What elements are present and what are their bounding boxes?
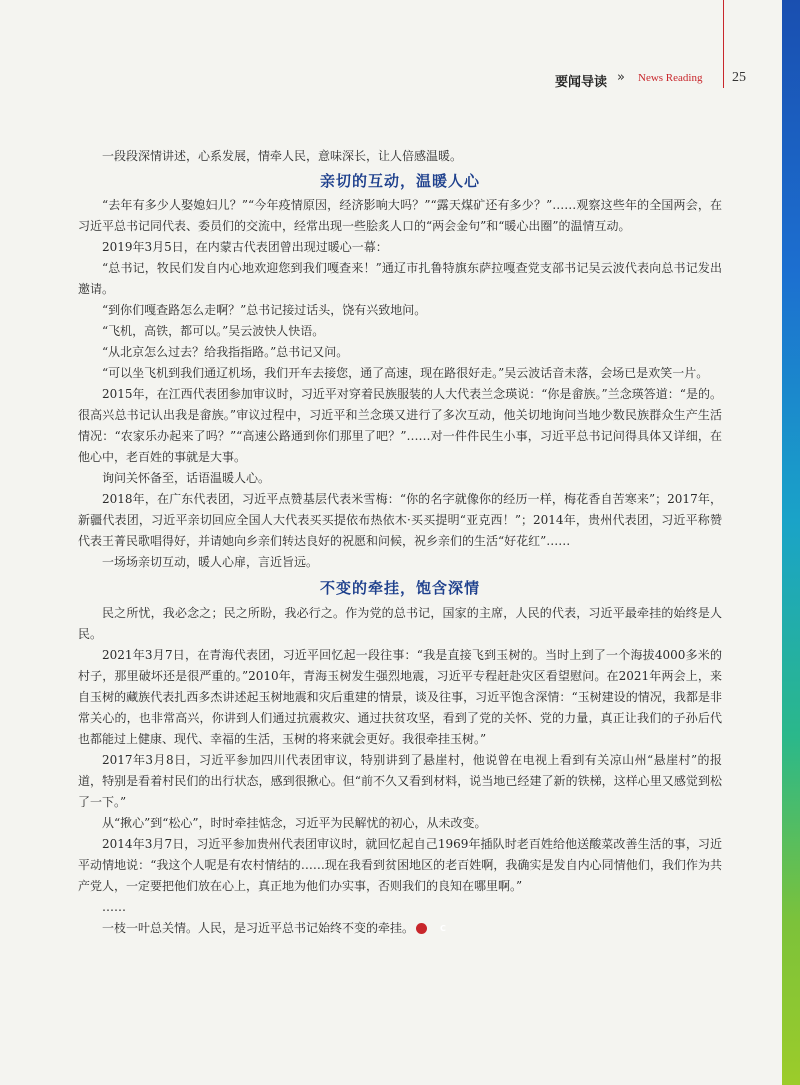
paragraph: 民之所忧，我必念之；民之所盼，我必行之。作为党的总书记，国家的主席，人民的代表，习近平最牵挂的始终是人民。 (78, 606, 722, 641)
paragraph: “可以坐飞机到我们通辽机场，我们开车去接您，通了高速，现在路很好走。”吴云波话音未落，会场已是欢笑一片。 (102, 366, 709, 380)
page-edge-color-bar (782, 0, 800, 1085)
paragraph: 2018年，在广东代表团，习近平点赞基层代表米雪梅：“你的名字就像你的经历一样，梅花香自苦寒来”；2017年，新疆代表团，习近平亲切回应全国人大代表买买提依布热依木·买买提明“亚克西！”；2014年，贵州代表团，习近平称赞代表王菁民歌唱得好，并请她向乡亲们转达良好的祝愿和问候，祝乡亲们的生活“好花红”…… (78, 492, 722, 548)
paragraph: 2019年3月5日，在内蒙古代表团曾出现过暖心一幕： (102, 240, 388, 254)
article-body (78, 146, 722, 939)
closing-text: 一枝一叶总关情。人民，是习近平总书记始终不变的牵挂。 (102, 921, 415, 935)
section-heading: 不变的牵挂，饱含深情 (319, 579, 480, 597)
paragraph: 2014年3月7日，习近平参加贵州代表团审议时，就回忆起自己1969年插队时老百姓给他送酸菜改善生活的事，习近平动情地说：“我这个人呢是有农村情结的……现在我看到贫困地区的老百姓啊，我确实是发自内心同情他们，我们作为共产党人，一定要把他们放在心上，真正地为他们办实事，否则我们的良知在哪里啊。” (78, 837, 722, 893)
paragraph: 询问关怀备至，话语温暖人心。 (102, 471, 271, 485)
paragraph: “飞机，高铁，都可以。”吴云波快人快语。 (102, 324, 325, 338)
paragraph: 2021年3月7日，在青海代表团，习近平回忆起一段往事：“我是直接飞到玉树的。当时上到了一个海拔4000多米的村子，那里破坏还是很严重的。”2010年，青海玉树发生强烈地震，习近平专程赶赴灾区看望慰问。在2021年两会上，来自玉树的藏族代表扎西多杰讲述起玉树地震和灾后重建的情景，谈及往事，习近平饱含深情：“玉树建设的情况，我都是非常关心的，也非常高兴，你讲到人们通过抗震救灾、通过扶贫攻坚，看到了党的关怀、党的力量，真正让我们的子孙后代也都能过上健康、现代、幸福的生活，玉树的将来就会更好。我很牵挂玉树。” (78, 648, 722, 746)
section-heading: 亲切的互动，温暖人心 (319, 172, 480, 190)
paragraph: “总书记，牧民们发自内心地欢迎您到我们嘎查来！”通辽市扎鲁特旗东萨拉嘎查党支部书记吴云波代表向总书记发出邀请。 (78, 261, 722, 296)
paragraph: “到你们嘎查路怎么走啊？”总书记接过话头，饶有兴致地问。 (102, 303, 427, 317)
section-title: 要闻导读 (555, 75, 608, 90)
paragraph: “去年有多少人娶媳妇儿？”“今年疫情原因，经济影响大吗？”“露天煤矿还有多少？”……观察这些年的全国两会，在习近平总书记同代表、委员们的交流中，经常出现一些脍炙人口的“两会金句”和“暖心出圈”的温情互动。 (78, 198, 722, 233)
paragraph: 一段段深情讲述，心系发展，情牵人民，意味深长，让人倍感温暖。 (102, 149, 463, 163)
ellipsis-paragraph: …… (102, 900, 126, 914)
paragraph: 一场场亲切互动，暖人心扉，言近旨远。 (102, 555, 319, 569)
closing-paragraph (78, 918, 722, 939)
running-header (520, 70, 760, 90)
end-mark-icon: C (416, 923, 427, 934)
paragraph: 2015年，在江西代表团参加审议时，习近平对穿着民族服装的人大代表兰念瑛说：“你是畲族。”兰念瑛答道：“是的。很高兴总书记认出我是畲族。”审议过程中，习近平和兰念瑛又进行了多次互动，他关切地询问当地少数民族群众生产生活情况：“农家乐办起来了吗？”“高速公路通到你们那里了吧？”……对一件件民生小事，习近平总书记问得具体又详细，在他心中，老百姓的事就是大事。 (78, 387, 722, 464)
double-chevron-icon: » (617, 70, 625, 85)
paragraph: 2017年3月8日，习近平参加四川代表团审议，特别讲到了悬崖村，他说曾在电视上看到有关凉山州“悬崖村”的报道，特别是看着村民们的出行状态，感到很揪心。但“前不久又看到材料，说当地已经建了新的铁梯，这样心里又感觉到松了一下。” (78, 753, 722, 809)
paragraph: 从“揪心”到“松心”，时时牵挂惦念，习近平为民解忧的初心，从未改变。 (102, 816, 487, 830)
page-number: 25 (732, 70, 746, 85)
section-title-english: News Reading (638, 72, 703, 84)
paragraph: “从北京怎么过去？给我指指路。”总书记又问。 (102, 345, 349, 359)
